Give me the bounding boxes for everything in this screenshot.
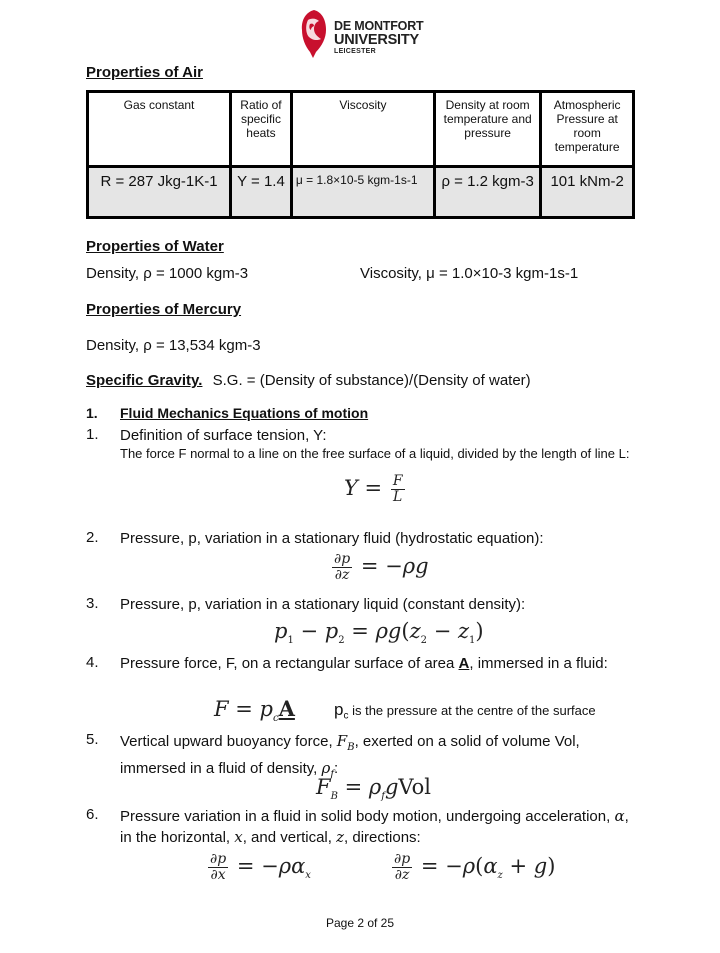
item-2-text: Pressure, p, variation in a stationary fluid (hydrostatic equation): — [120, 530, 544, 547]
equation-pressure-force: $F = p_cA$ — [214, 696, 295, 725]
specific-gravity-line — [86, 372, 531, 389]
header-gas-constant: Gas constant — [88, 92, 231, 167]
mercury-heading: Properties of Mercury — [86, 301, 242, 318]
logo-line-3: LEICESTER — [334, 48, 376, 55]
logo-wordmark — [334, 20, 423, 55]
item-3-text: Pressure, p, variation in a stationary liquid (constant density): — [120, 596, 526, 613]
item-1-note: The force F normal to a line on the free surface of a liquid, divided by the length of line L: — [120, 446, 630, 461]
logo-line-2: UNIVERSITY — [334, 31, 420, 48]
item-2-number: 2. — [86, 529, 99, 546]
mercury-density: Density, ρ = 13,534 kgm-3 — [86, 337, 261, 354]
equation-constant-density: $p_1 - p_2 = \rho g(z_2 - z_1)$ — [274, 619, 484, 647]
item-3-number: 3. — [86, 595, 99, 612]
air-properties-table — [86, 90, 635, 219]
item-6-number: 6. — [86, 806, 99, 823]
section-number: 1. — [86, 405, 98, 421]
page-number: Page 2 of 25 — [325, 916, 395, 930]
griffin-crest-icon — [296, 6, 332, 60]
item-6-text: Pressure variation in a fluid in solid body motion, undergoing acceleration, α, in the horizontal, x, and vertical, z, directions: — [120, 807, 629, 846]
value-density: ρ = 1.2 kgm-3 — [434, 167, 540, 218]
item-1-text: Definition of surface tension, Y: — [120, 427, 327, 444]
specific-gravity-label: Specific Gravity. — [86, 372, 203, 389]
table-values-row — [88, 167, 634, 218]
value-atmospheric-pressure: 101 kNm-2 — [541, 167, 634, 218]
header-viscosity: Viscosity — [291, 92, 434, 167]
item-1-number: 1. — [86, 426, 99, 443]
specific-gravity-text: S.G. = (Density of substance)/(Density of water) — [212, 372, 531, 389]
university-logo — [296, 6, 426, 60]
header-density: Density at room temperature and pressure — [434, 92, 540, 167]
table-header-row — [88, 92, 634, 167]
equation-buoyancy: $F_B$ = $\rho_fgVol$ — [316, 775, 432, 803]
value-gas-constant: R = 287 Jkg-1K-1 — [88, 167, 231, 218]
water-viscosity: Viscosity, μ = 1.0×10-3 kgm-1s-1 — [360, 265, 579, 282]
section-title: Fluid Mechanics Equations of motion — [120, 405, 369, 421]
air-heading: Properties of Air — [86, 64, 203, 81]
value-ratio-specific-heats: Y = 1.4 — [231, 167, 292, 218]
water-density: Density, ρ = 1000 kgm-3 — [86, 265, 249, 282]
item-5-text: Vertical upward buoyancy force, $F_B$, exerted on a solid of volume Vol, immersed in a fluid of density, $\rho_f$: — [120, 732, 580, 780]
equation-hydrostatic: $\frac{\partial p}{\partial z}$ = −ρg — [334, 551, 429, 583]
item-4-number: 4. — [86, 654, 99, 671]
equation-solid-body-x: $\frac{\partial p}{\partial x}$ = $-\rho\alpha_x$ — [210, 851, 311, 883]
water-heading: Properties of Water — [86, 238, 224, 255]
value-viscosity: μ = 1.8×10-5 kgm-1s-1 — [291, 167, 434, 218]
item-5-number: 5. — [86, 731, 99, 748]
logo-line-1: DE MONTFORT — [334, 19, 424, 33]
item-4-text: Pressure force, F, on a rectangular surface of area A, immersed in a fluid: — [120, 655, 608, 672]
header-atmospheric-pressure: Atmospheric Pressure at room temperature — [541, 92, 634, 167]
equation-surface-tension: Y = $\frac{F}{L}$ — [344, 473, 403, 505]
equation-solid-body-z: $\frac{\partial p}{\partial z}$ = $-\rho(\alpha_z + g)$ — [394, 851, 556, 883]
item-4-note: $p_c$ is the pressure at the centre of the surface — [334, 700, 596, 722]
header-ratio-specific-heats: Ratio of specific heats — [231, 92, 292, 167]
